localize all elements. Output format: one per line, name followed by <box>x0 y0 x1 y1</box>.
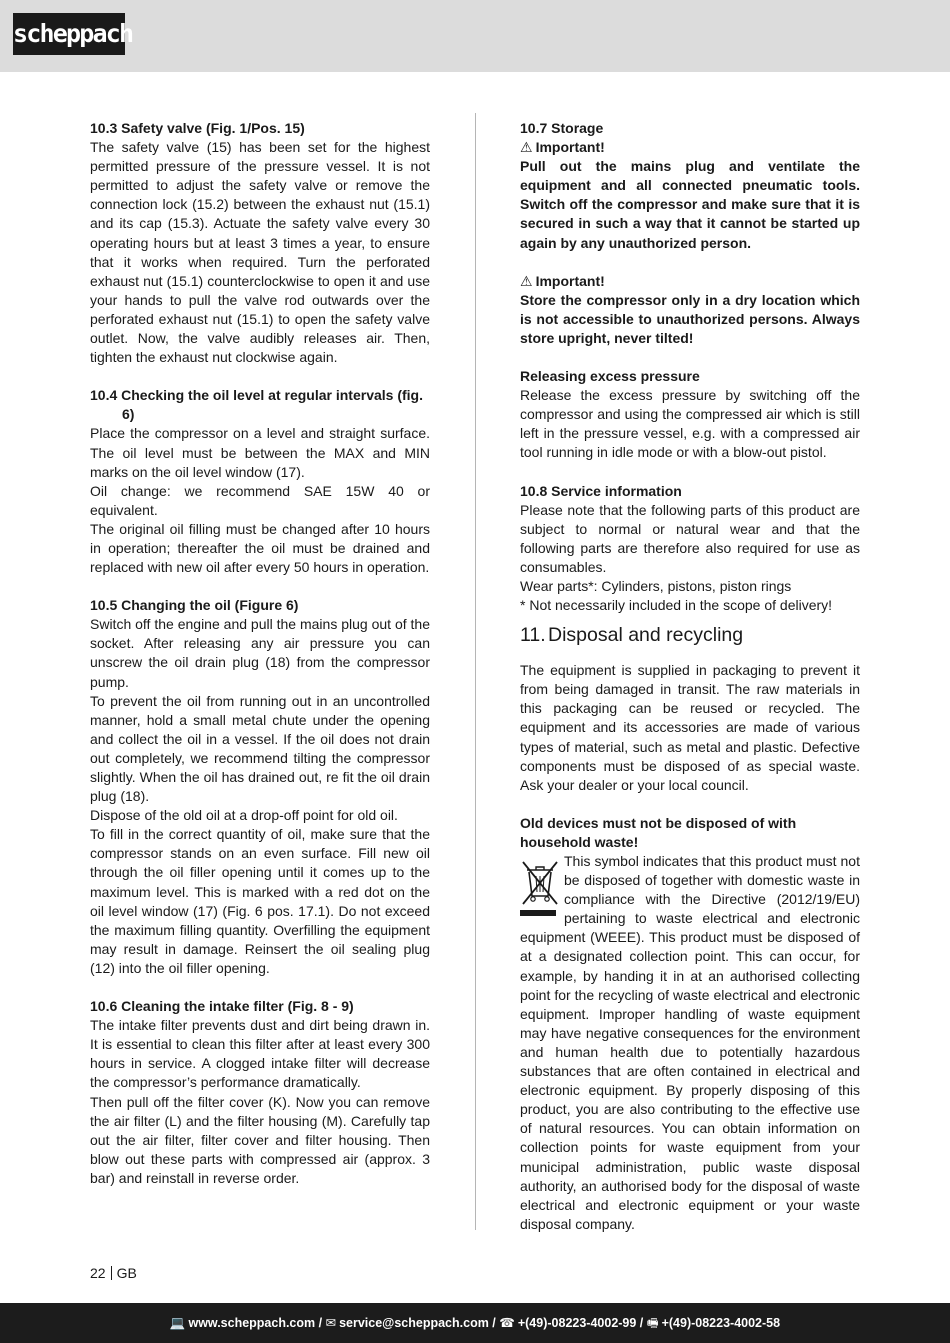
phone-icon: ☎ <box>499 1316 515 1330</box>
section-10-7-heading: 10.7 Storage <box>520 120 604 136</box>
important-label: ⚠ Important! <box>520 272 860 291</box>
column-divider <box>475 113 476 1230</box>
scheppach-logo: scheppach <box>13 13 125 55</box>
section-10-5-para: Dispose of the old oil at a drop-off point for old oil. <box>90 807 398 824</box>
warning-icon: ⚠ <box>520 139 533 156</box>
section-10-8-para: Wear parts*: Cylinders, pistons, piston rings <box>520 577 792 594</box>
page-header <box>0 0 950 72</box>
left-column <box>90 119 430 1188</box>
section-10-5-para: Switch off the engine and pull the mains plug out of the socket. After releasing any air pressure you can unscrew the oil drain plug (18) from the compressor pump. <box>90 616 430 690</box>
computer-icon: 💻 <box>169 1316 186 1330</box>
section-10-6-para: Then pull off the filter cover (K). Now you can remove the air filter (L) and the filter housing (M). Carefully tap out the air filter, filter cover and filter housing. Then blow out these parts with compressed air (approx. 3 bar) and reinstall in reverse order. <box>90 1093 430 1186</box>
section-11-body: The equipment is supplied in packaging to prevent it from being damaged in transit. The raw materials in this packaging can be reused or recycled. The equipment and its accessories are made of various types of material, such as metal and plastic. Defective components must be disposed of as special waste. Ask your dealer or your local council. <box>520 662 860 793</box>
section-10-8-heading: 10.8 Service information <box>520 482 682 499</box>
release-pressure-body: Release the excess pressure by switching off the compressor and using the compressed air which is still left in the pressure vessel, e.g. with a compressed air tool running in idle mode or with a blow-out pistol. <box>520 387 860 461</box>
important-label: ⚠ Important! <box>520 138 860 157</box>
section-10-3-body: The safety valve (15) has been set for the highest permitted pressure of the pressure vessel. It is not permitted to adjust the safety valve or remove the connection lock (15.2) between the exhaust nut (15.1) and its cap (15.3). Actuate the safety valve every 30 operating hours but at least 3 times a year, to ensure that it works when required. Turn the perforated exhaust nut (15.1) counterclockwise to open it and use your hands to pull the valve rod outwards over the perforated exhaust nut (15.1) to open the safety valve outlet. Now, the valve audibly releases air. Then, tighten the exhaust nut clockwise again. <box>90 139 430 366</box>
release-pressure-heading: Releasing excess pressure <box>520 368 700 385</box>
section-10-4-heading: 10.4 Checking the oil level at regular intervals (fig. 6) <box>90 387 423 423</box>
section-10-5-para: To prevent the oil from running out in an uncontrolled manner, hold a small metal chute under the opening and collect the oil in a vessel. If the oil does not drain out completely, we recommend tilting the compressor slightly. When the oil has drained out, re fit the oil drain plug (18). <box>90 692 430 805</box>
old-devices-heading: Old devices must not be disposed of with household waste! <box>520 814 797 850</box>
section-10-5-heading: 10.5 Changing the oil (Figure 6) <box>90 597 299 614</box>
weee-bin-icon <box>520 858 560 918</box>
email-link[interactable]: service@scheppach.com / <box>339 1316 496 1330</box>
section-11-heading: 11. Disposal and recycling <box>520 624 744 647</box>
section-10-4-para: Place the compressor on a level and straight surface. The oil level must be between the MAX and MIN marks on the oil level window (17). <box>90 425 430 480</box>
page-number: 22 GB <box>90 1265 137 1281</box>
section-10-4-para: Oil change: we recommend SAE 15W 40 or equivalent. <box>90 482 430 518</box>
storage-warning: Pull out the mains plug and ventilate the equipment and all connected pneumatic tools. Switch off the compressor and make sure that it is secured in such a way that it cannot be started up again by any unauthorized person. <box>520 158 860 251</box>
contact-footer <box>0 1303 950 1343</box>
storage-warning: Store the compressor only in a dry location which is not accessible to unauthorized persons. Always store upright, never tilted! <box>520 291 860 346</box>
phone-number: +(49)-08223-4002-99 / <box>517 1316 644 1330</box>
fax-icon: 🖷 <box>646 1316 659 1330</box>
section-10-8-para: Please note that the following parts of this product are subject to normal or natural wear and that the following parts are therefore also required for use as consumables. <box>520 501 860 575</box>
mail-icon: ✉ <box>325 1316 337 1330</box>
website-link[interactable]: www.scheppach.com / <box>188 1316 323 1330</box>
right-column <box>520 119 860 1234</box>
section-10-5-para: To fill in the correct quantity of oil, make sure that the compressor stands on an even surface. Fill new oil through the oil filler opening until it comes up to the maximum level. This is marked with a red dot on the oil level window (17) (Fig. 6 pos. 17.1). Do not exceed the maximum filling quantity. Overfilling the equipment may result in damage. Reinsert the oil sealing plug (12) into the oil filler opening. <box>90 826 430 976</box>
warning-icon: ⚠ <box>520 272 533 289</box>
section-10-6-para: The intake filter prevents dust and dirt being drawn in. It is essential to clean this filter after at least every 300 hours in service. A clogged intake filter will decrease the compressor’s performance dramatically. <box>90 1017 430 1091</box>
section-10-8-para: * Not necessarily included in the scope of delivery! <box>520 597 833 614</box>
section-10-4-para: The original oil filling must be changed after 10 hours in operation; thereafter the oil must be drained and replaced with new oil after every 50 hours in operation. <box>90 520 430 576</box>
section-10-6-heading: 10.6 Cleaning the intake filter (Fig. 8 - 9) <box>90 998 354 1015</box>
section-10-3-heading: 10.3 Safety valve (Fig. 1/Pos. 15) <box>90 120 305 136</box>
fax-number: +(49)-08223-4002-58 <box>661 1316 781 1330</box>
weee-body: This symbol indicates that this product must not be disposed of together with domestic waste in compliance with the Directive (2012/19/EU) pertaining to waste electrical and electronic equipment (WEEE). This product must be disposed of at a designated collection point. This can occur, for example, by handing it in at an authorised collecting point for the recycling of waste electrical and electronic equipment. Improper handling of waste equipment may have negative consequences for the environment and human health due to potentially hazardous substances that are often contained in electrical and electronic equipment. By properly disposing of this product, you are also contributing to the effective use of natural resources. You can obtain information on collection points for waste equipment from your municipal administration, public waste disposal authority, an authorised body for the disposal of waste electrical and electronic equipment or your waste disposal company. <box>520 853 860 1232</box>
